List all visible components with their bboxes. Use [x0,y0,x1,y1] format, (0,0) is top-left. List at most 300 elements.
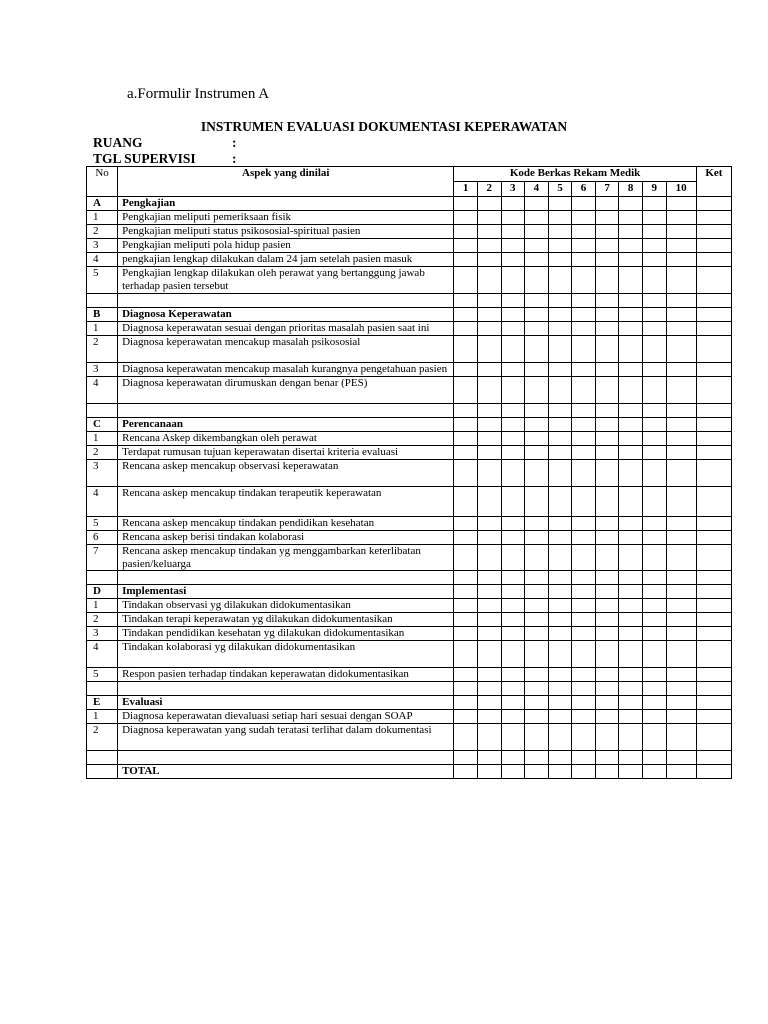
section-kode-cell[interactable] [642,308,666,322]
item-kode-cell[interactable] [525,641,549,668]
total-kode-cell[interactable] [595,765,619,779]
item-kode-cell[interactable] [572,613,596,627]
item-kode-cell[interactable] [642,363,666,377]
item-kode-cell[interactable] [642,517,666,531]
item-kode-cell[interactable] [642,239,666,253]
section-ket-cell[interactable] [696,696,731,710]
item-kode-cell[interactable] [548,668,572,682]
item-kode-cell[interactable] [572,363,596,377]
item-kode-cell[interactable] [619,322,643,336]
item-kode-cell[interactable] [454,253,478,267]
item-kode-cell[interactable] [501,627,525,641]
item-kode-cell[interactable] [454,225,478,239]
item-kode-cell[interactable] [454,641,478,668]
item-kode-cell[interactable] [595,377,619,404]
item-kode-cell[interactable] [666,432,696,446]
item-kode-cell[interactable] [548,545,572,571]
spacer-kode-cell[interactable] [642,571,666,585]
item-kode-cell[interactable] [572,641,596,668]
item-kode-cell[interactable] [525,377,549,404]
item-kode-cell[interactable] [477,363,501,377]
item-kode-cell[interactable] [619,545,643,571]
section-kode-cell[interactable] [454,308,478,322]
item-ket-cell[interactable] [696,710,731,724]
item-kode-cell[interactable] [548,363,572,377]
section-kode-cell[interactable] [525,308,549,322]
spacer-kode-cell[interactable] [572,404,596,418]
item-kode-cell[interactable] [619,446,643,460]
section-kode-cell[interactable] [548,696,572,710]
spacer-kode-cell[interactable] [525,404,549,418]
item-kode-cell[interactable] [477,377,501,404]
item-ket-cell[interactable] [696,487,731,517]
section-ket-cell[interactable] [696,308,731,322]
item-kode-cell[interactable] [548,267,572,294]
section-kode-cell[interactable] [477,197,501,211]
item-kode-cell[interactable] [477,211,501,225]
item-kode-cell[interactable] [548,710,572,724]
item-kode-cell[interactable] [619,432,643,446]
item-kode-cell[interactable] [619,531,643,545]
item-ket-cell[interactable] [696,253,731,267]
section-kode-cell[interactable] [477,308,501,322]
item-kode-cell[interactable] [501,225,525,239]
item-ket-cell[interactable] [696,377,731,404]
item-kode-cell[interactable] [525,460,549,487]
section-kode-cell[interactable] [501,585,525,599]
item-kode-cell[interactable] [666,531,696,545]
item-ket-cell[interactable] [696,531,731,545]
section-kode-cell[interactable] [525,585,549,599]
item-kode-cell[interactable] [595,253,619,267]
item-kode-cell[interactable] [595,446,619,460]
item-kode-cell[interactable] [666,517,696,531]
section-kode-cell[interactable] [666,197,696,211]
section-kode-cell[interactable] [548,308,572,322]
spacer-kode-cell[interactable] [548,682,572,696]
spacer-kode-cell[interactable] [619,571,643,585]
section-kode-cell[interactable] [595,418,619,432]
item-kode-cell[interactable] [572,322,596,336]
item-kode-cell[interactable] [501,531,525,545]
spacer-kode-cell[interactable] [666,571,696,585]
item-kode-cell[interactable] [642,253,666,267]
item-kode-cell[interactable] [595,613,619,627]
item-kode-cell[interactable] [572,531,596,545]
spacer-kode-cell[interactable] [525,571,549,585]
spacer-ket-cell[interactable] [696,294,731,308]
section-kode-cell[interactable] [572,308,596,322]
spacer-kode-cell[interactable] [595,682,619,696]
item-kode-cell[interactable] [595,460,619,487]
item-kode-cell[interactable] [666,487,696,517]
section-kode-cell[interactable] [572,696,596,710]
item-kode-cell[interactable] [619,668,643,682]
item-kode-cell[interactable] [595,211,619,225]
section-kode-cell[interactable] [548,418,572,432]
item-ket-cell[interactable] [696,613,731,627]
item-kode-cell[interactable] [525,267,549,294]
item-kode-cell[interactable] [548,613,572,627]
item-kode-cell[interactable] [572,267,596,294]
item-kode-cell[interactable] [572,225,596,239]
spacer-kode-cell[interactable] [619,404,643,418]
spacer-kode-cell[interactable] [572,682,596,696]
section-kode-cell[interactable] [666,696,696,710]
section-ket-cell[interactable] [696,197,731,211]
item-kode-cell[interactable] [572,460,596,487]
item-kode-cell[interactable] [548,517,572,531]
section-kode-cell[interactable] [525,418,549,432]
item-kode-cell[interactable] [525,253,549,267]
total-kode-cell[interactable] [501,765,525,779]
spacer-kode-cell[interactable] [595,404,619,418]
item-ket-cell[interactable] [696,225,731,239]
item-kode-cell[interactable] [595,668,619,682]
item-kode-cell[interactable] [619,627,643,641]
item-kode-cell[interactable] [525,225,549,239]
section-kode-cell[interactable] [572,418,596,432]
item-kode-cell[interactable] [525,363,549,377]
item-ket-cell[interactable] [696,724,731,751]
spacer-kode-cell[interactable] [666,682,696,696]
item-kode-cell[interactable] [642,641,666,668]
spacer-kode-cell[interactable] [548,751,572,765]
item-kode-cell[interactable] [548,487,572,517]
spacer-kode-cell[interactable] [454,682,478,696]
item-kode-cell[interactable] [548,239,572,253]
item-kode-cell[interactable] [548,432,572,446]
item-kode-cell[interactable] [477,253,501,267]
item-kode-cell[interactable] [501,724,525,751]
item-ket-cell[interactable] [696,460,731,487]
item-kode-cell[interactable] [477,627,501,641]
item-ket-cell[interactable] [696,336,731,363]
item-ket-cell[interactable] [696,599,731,613]
section-kode-cell[interactable] [619,418,643,432]
item-kode-cell[interactable] [501,377,525,404]
item-kode-cell[interactable] [642,599,666,613]
item-kode-cell[interactable] [525,322,549,336]
spacer-kode-cell[interactable] [477,404,501,418]
total-ket-cell[interactable] [696,765,731,779]
item-kode-cell[interactable] [595,322,619,336]
item-kode-cell[interactable] [572,336,596,363]
item-kode-cell[interactable] [454,487,478,517]
section-kode-cell[interactable] [454,418,478,432]
spacer-kode-cell[interactable] [501,571,525,585]
item-kode-cell[interactable] [525,531,549,545]
item-kode-cell[interactable] [501,487,525,517]
item-kode-cell[interactable] [454,668,478,682]
spacer-kode-cell[interactable] [501,751,525,765]
item-kode-cell[interactable] [666,211,696,225]
item-kode-cell[interactable] [619,336,643,363]
item-kode-cell[interactable] [454,599,478,613]
item-kode-cell[interactable] [454,724,478,751]
section-kode-cell[interactable] [525,197,549,211]
spacer-kode-cell[interactable] [525,751,549,765]
item-kode-cell[interactable] [454,322,478,336]
item-kode-cell[interactable] [619,363,643,377]
spacer-kode-cell[interactable] [501,294,525,308]
item-kode-cell[interactable] [525,487,549,517]
section-kode-cell[interactable] [666,308,696,322]
total-kode-cell[interactable] [572,765,596,779]
item-kode-cell[interactable] [666,668,696,682]
section-kode-cell[interactable] [454,197,478,211]
item-kode-cell[interactable] [666,460,696,487]
item-kode-cell[interactable] [477,446,501,460]
item-kode-cell[interactable] [666,710,696,724]
spacer-kode-cell[interactable] [501,404,525,418]
section-kode-cell[interactable] [548,585,572,599]
item-kode-cell[interactable] [595,267,619,294]
item-kode-cell[interactable] [477,322,501,336]
item-kode-cell[interactable] [548,377,572,404]
item-kode-cell[interactable] [619,267,643,294]
item-kode-cell[interactable] [548,211,572,225]
section-kode-cell[interactable] [572,585,596,599]
item-kode-cell[interactable] [525,724,549,751]
section-kode-cell[interactable] [642,197,666,211]
item-kode-cell[interactable] [642,225,666,239]
item-kode-cell[interactable] [595,336,619,363]
item-kode-cell[interactable] [548,446,572,460]
item-kode-cell[interactable] [477,239,501,253]
spacer-kode-cell[interactable] [572,294,596,308]
spacer-ket-cell[interactable] [696,751,731,765]
spacer-kode-cell[interactable] [454,404,478,418]
item-kode-cell[interactable] [477,545,501,571]
section-kode-cell[interactable] [454,585,478,599]
item-kode-cell[interactable] [642,432,666,446]
section-kode-cell[interactable] [619,696,643,710]
spacer-kode-cell[interactable] [454,751,478,765]
section-kode-cell[interactable] [477,418,501,432]
item-kode-cell[interactable] [666,641,696,668]
item-kode-cell[interactable] [501,599,525,613]
spacer-kode-cell[interactable] [595,571,619,585]
item-kode-cell[interactable] [501,322,525,336]
item-kode-cell[interactable] [501,363,525,377]
item-kode-cell[interactable] [454,432,478,446]
item-kode-cell[interactable] [454,446,478,460]
spacer-kode-cell[interactable] [619,751,643,765]
item-kode-cell[interactable] [525,211,549,225]
item-kode-cell[interactable] [501,211,525,225]
item-kode-cell[interactable] [477,724,501,751]
item-kode-cell[interactable] [619,641,643,668]
section-kode-cell[interactable] [595,308,619,322]
section-kode-cell[interactable] [525,696,549,710]
item-kode-cell[interactable] [548,641,572,668]
section-kode-cell[interactable] [595,696,619,710]
item-ket-cell[interactable] [696,267,731,294]
section-kode-cell[interactable] [501,308,525,322]
item-ket-cell[interactable] [696,322,731,336]
item-kode-cell[interactable] [572,487,596,517]
item-kode-cell[interactable] [642,322,666,336]
section-kode-cell[interactable] [619,585,643,599]
item-kode-cell[interactable] [525,599,549,613]
item-ket-cell[interactable] [696,239,731,253]
item-kode-cell[interactable] [525,613,549,627]
item-kode-cell[interactable] [595,710,619,724]
spacer-kode-cell[interactable] [454,571,478,585]
item-kode-cell[interactable] [477,487,501,517]
item-kode-cell[interactable] [666,253,696,267]
spacer-kode-cell[interactable] [477,682,501,696]
item-kode-cell[interactable] [619,599,643,613]
section-ket-cell[interactable] [696,585,731,599]
section-kode-cell[interactable] [619,308,643,322]
section-ket-cell[interactable] [696,418,731,432]
item-kode-cell[interactable] [454,710,478,724]
item-kode-cell[interactable] [454,239,478,253]
item-kode-cell[interactable] [666,336,696,363]
item-kode-cell[interactable] [477,517,501,531]
item-kode-cell[interactable] [454,517,478,531]
item-kode-cell[interactable] [642,460,666,487]
item-kode-cell[interactable] [501,545,525,571]
item-kode-cell[interactable] [501,517,525,531]
spacer-kode-cell[interactable] [666,404,696,418]
item-ket-cell[interactable] [696,211,731,225]
item-kode-cell[interactable] [501,267,525,294]
item-kode-cell[interactable] [572,599,596,613]
item-kode-cell[interactable] [572,545,596,571]
item-kode-cell[interactable] [525,239,549,253]
item-kode-cell[interactable] [595,363,619,377]
item-kode-cell[interactable] [454,613,478,627]
item-kode-cell[interactable] [666,363,696,377]
item-ket-cell[interactable] [696,446,731,460]
item-kode-cell[interactable] [525,545,549,571]
item-kode-cell[interactable] [595,517,619,531]
spacer-kode-cell[interactable] [477,294,501,308]
item-kode-cell[interactable] [642,211,666,225]
item-kode-cell[interactable] [477,460,501,487]
item-kode-cell[interactable] [666,322,696,336]
spacer-kode-cell[interactable] [454,294,478,308]
section-kode-cell[interactable] [454,696,478,710]
item-kode-cell[interactable] [501,336,525,363]
total-kode-cell[interactable] [619,765,643,779]
spacer-kode-cell[interactable] [666,751,696,765]
item-kode-cell[interactable] [477,531,501,545]
item-kode-cell[interactable] [666,613,696,627]
item-kode-cell[interactable] [619,710,643,724]
item-kode-cell[interactable] [525,517,549,531]
item-kode-cell[interactable] [595,432,619,446]
item-kode-cell[interactable] [548,322,572,336]
spacer-kode-cell[interactable] [619,294,643,308]
item-kode-cell[interactable] [454,531,478,545]
item-kode-cell[interactable] [642,724,666,751]
section-kode-cell[interactable] [501,197,525,211]
item-kode-cell[interactable] [642,668,666,682]
section-kode-cell[interactable] [666,418,696,432]
section-kode-cell[interactable] [642,418,666,432]
section-kode-cell[interactable] [642,585,666,599]
section-kode-cell[interactable] [572,197,596,211]
item-kode-cell[interactable] [477,225,501,239]
section-kode-cell[interactable] [501,418,525,432]
item-kode-cell[interactable] [454,211,478,225]
spacer-kode-cell[interactable] [548,294,572,308]
item-kode-cell[interactable] [595,531,619,545]
spacer-kode-cell[interactable] [642,751,666,765]
spacer-kode-cell[interactable] [525,682,549,696]
item-kode-cell[interactable] [666,724,696,751]
item-kode-cell[interactable] [595,225,619,239]
item-ket-cell[interactable] [696,545,731,571]
item-kode-cell[interactable] [501,460,525,487]
item-kode-cell[interactable] [666,627,696,641]
item-kode-cell[interactable] [501,239,525,253]
item-kode-cell[interactable] [477,599,501,613]
item-kode-cell[interactable] [642,377,666,404]
item-kode-cell[interactable] [595,724,619,751]
item-kode-cell[interactable] [501,710,525,724]
item-kode-cell[interactable] [619,253,643,267]
item-kode-cell[interactable] [666,225,696,239]
item-kode-cell[interactable] [619,211,643,225]
item-kode-cell[interactable] [572,627,596,641]
item-kode-cell[interactable] [595,545,619,571]
item-kode-cell[interactable] [619,517,643,531]
item-kode-cell[interactable] [572,517,596,531]
item-kode-cell[interactable] [525,668,549,682]
spacer-kode-cell[interactable] [548,404,572,418]
item-kode-cell[interactable] [619,239,643,253]
item-kode-cell[interactable] [548,336,572,363]
item-kode-cell[interactable] [619,487,643,517]
spacer-ket-cell[interactable] [696,404,731,418]
section-kode-cell[interactable] [666,585,696,599]
item-kode-cell[interactable] [572,377,596,404]
total-kode-cell[interactable] [548,765,572,779]
item-kode-cell[interactable] [548,531,572,545]
spacer-kode-cell[interactable] [477,751,501,765]
item-kode-cell[interactable] [454,377,478,404]
item-kode-cell[interactable] [619,225,643,239]
item-kode-cell[interactable] [501,641,525,668]
item-kode-cell[interactable] [642,487,666,517]
item-kode-cell[interactable] [642,336,666,363]
item-kode-cell[interactable] [454,336,478,363]
spacer-kode-cell[interactable] [619,682,643,696]
item-kode-cell[interactable] [501,432,525,446]
item-kode-cell[interactable] [454,267,478,294]
spacer-kode-cell[interactable] [477,571,501,585]
item-kode-cell[interactable] [642,613,666,627]
spacer-kode-cell[interactable] [595,294,619,308]
item-kode-cell[interactable] [525,627,549,641]
item-kode-cell[interactable] [619,460,643,487]
item-kode-cell[interactable] [595,599,619,613]
spacer-kode-cell[interactable] [666,294,696,308]
spacer-kode-cell[interactable] [572,571,596,585]
item-ket-cell[interactable] [696,668,731,682]
item-kode-cell[interactable] [548,253,572,267]
item-kode-cell[interactable] [501,253,525,267]
section-kode-cell[interactable] [619,197,643,211]
item-kode-cell[interactable] [525,446,549,460]
item-kode-cell[interactable] [477,710,501,724]
item-kode-cell[interactable] [642,545,666,571]
